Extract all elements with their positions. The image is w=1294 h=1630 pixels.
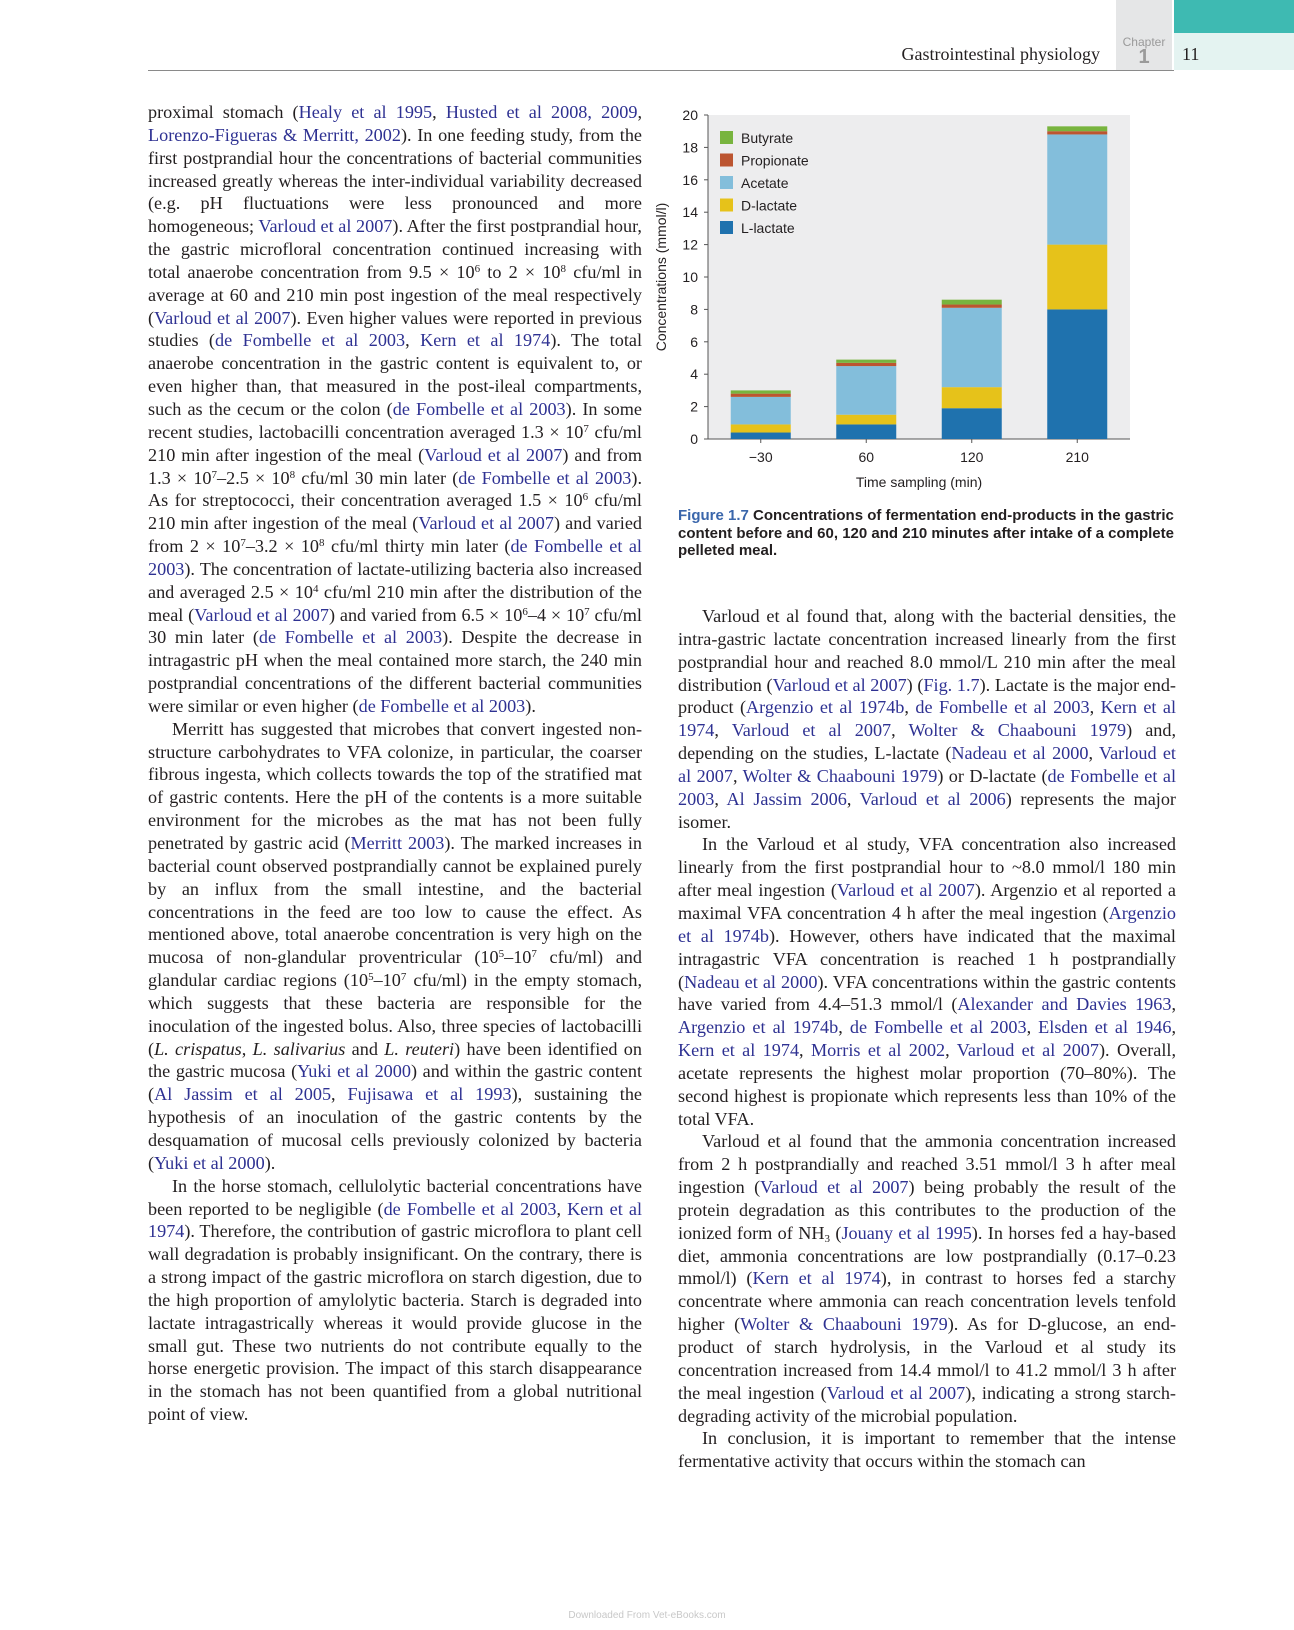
species-name: L. salivarius xyxy=(252,1038,346,1059)
paragraph xyxy=(148,1175,642,1426)
text-run: ). The marked increases in bacterial count observed postprandially cannot be explained purely by an influx from the small intestine, and the bacterial concentrations in the feed are too low to cause the effect. As mentioned above, total anaerobe concentration is very high on the mucosa of non-glandular proventricular (10 xyxy=(148,833,642,968)
superscript: 7 xyxy=(584,605,590,618)
text-run: , xyxy=(637,102,643,122)
text-run: –3.2 × 10 xyxy=(245,536,320,557)
legend-swatch xyxy=(720,199,733,212)
text-run: ) have been identified on the gastric mucosa ( xyxy=(148,1038,642,1082)
citation-link[interactable]: Kern et al 1974 xyxy=(678,1040,800,1061)
text-run: ). Overall, acetate represents the highest molar proportion (70–80%). The second highest is propionate which represents less than 10% of the total VFA. xyxy=(678,1040,1177,1129)
text-run: ). However, others have indicated that the maximal intragastric VFA concentration is reached 1 h postprandially ( xyxy=(678,925,1176,992)
citation-link[interactable]: Alexander and Davies 1963 xyxy=(957,994,1172,1015)
text-run: , xyxy=(556,1198,568,1219)
superscript: 6 xyxy=(582,491,589,504)
text-run: , xyxy=(799,1040,811,1061)
text-run: ). Therefore, the contribution of gastric microflora to plant cell wall degradation is probably insignificant. On the contrary, there is a strong impact of the gastric microflora on starch digestion, due to the high proportion of amylolytic bacteria. Starch is degraded into lactate intragastrically whereas it would provide glucose in the small gut. These two nutrients do not contribute equally to the horse energetic provision. The impact of this starch disappearance in the stomach has not been quantified from a global nutritional point of view. xyxy=(148,1221,642,1425)
figure-caption xyxy=(678,507,1176,560)
species-name: L. crispatus xyxy=(154,1038,242,1059)
citation-link[interactable]: Varloud et al 2007 xyxy=(731,720,892,741)
paragraph xyxy=(678,833,1176,1130)
citation-link[interactable]: Varloud et al 2007 xyxy=(418,513,554,534)
citation-link[interactable]: Varloud et al 2006 xyxy=(859,788,1006,809)
bar-segment-d-lactate xyxy=(942,387,1002,408)
superscript: 5 xyxy=(498,948,505,961)
bar-segment-butyrate xyxy=(942,300,1002,305)
figure-caption-text: Concentrations of fermentation end-products in the gastric content before and 60, 120 and 210 minutes after intake of a complete pelleted meal. xyxy=(678,507,1174,559)
citation-link[interactable]: de Fombelle et al 2003 xyxy=(678,765,1176,809)
text-run: ). Even higher values were reported in previous studies ( xyxy=(148,307,642,351)
superscript: 4 xyxy=(312,582,319,595)
text-run: ). In horses fed a hay-based diet, ammonia concentrations are low postprandially (0.17–0.23 mmol/l) ( xyxy=(678,1222,1177,1289)
paragraph xyxy=(678,1427,1176,1473)
text-run: ). The total anaerobe concentration in the gastric content is equivalent to, or even higher than, that measured in the post-ileal compartments, such as the cecum or the colon ( xyxy=(148,330,643,419)
citation-link[interactable]: Nadeau et al 2000 xyxy=(951,743,1089,764)
text-run: Varloud et al found that, along with the bacterial densities, the intra-gastric lactate concentration increased linearly from the first postprandial hour and reached 8.0 mmol/L 210 min after the meal distribution ( xyxy=(678,606,1176,695)
citation-link[interactable]: Fig. 1.7 xyxy=(923,674,980,695)
species-name: L. reuteri xyxy=(384,1038,455,1059)
citation-link[interactable]: Kern et al 1974 xyxy=(678,697,1177,741)
y-tick-label: 2 xyxy=(690,398,698,415)
text-run: ) and varied from 6.5 × 10 xyxy=(328,604,523,625)
text-run: cfu/ml 30 min later ( xyxy=(295,467,459,488)
text-run: , xyxy=(732,765,743,786)
text-run: , xyxy=(1026,1017,1039,1038)
bar-segment-l-lactate xyxy=(942,408,1002,439)
superscript: 7 xyxy=(583,422,589,435)
citation-link[interactable]: Fujisawa et al 1993 xyxy=(347,1084,512,1105)
y-tick-label: 14 xyxy=(682,204,698,221)
text-run: In conclusion, it is important to remember that the intense fermentative activity that occurs within the stomach can xyxy=(678,1428,1176,1472)
citation-link[interactable]: Kern et al 1974 xyxy=(752,1268,881,1289)
text-run: ). Lactate is the major end-product ( xyxy=(678,674,1176,718)
text-run: In the Varloud et al study, VFA concentration also increased linearly from the first postprandial hour to ~8.0 mmol/l 180 min after meal ingestion ( xyxy=(678,834,1176,901)
figure-1-7-chart xyxy=(0,0,1294,500)
text-run: ). xyxy=(525,695,536,716)
y-tick-label: 6 xyxy=(690,333,698,350)
citation-link[interactable]: Nadeau et al 2000 xyxy=(684,971,818,992)
text-run: ) and, depending on the studies, L-lactate ( xyxy=(678,720,1177,764)
text-run: ) or D-lactate ( xyxy=(937,765,1048,786)
citation-link[interactable]: de Fombelle et al 2003 xyxy=(258,627,443,648)
text-run: cfu/ml 210 min after the distribution of the meal ( xyxy=(148,581,642,625)
paragraph xyxy=(148,718,642,1175)
citation-link[interactable]: Yuki et al 2000 xyxy=(297,1061,411,1082)
citation-link[interactable]: Morris et al 2002 xyxy=(810,1040,946,1061)
paragraph xyxy=(678,1130,1176,1427)
subscript: 3 xyxy=(824,1232,830,1245)
text-run: , xyxy=(432,102,446,122)
text-run: cfu/ml 210 min after ingestion of the meal ( xyxy=(148,490,642,534)
citation-link[interactable]: de Fombelle et al 2003 xyxy=(849,1017,1027,1038)
bar-segment-l-lactate xyxy=(731,433,791,439)
text-run: ). In one feeding study, from the first postprandial hour the concentrations of bacterial communities increased greatly whereas the inter-individual variability decreased (e.g. pH fluctuations were less pronounced and more homogeneous; xyxy=(148,124,642,237)
y-axis-label: Concentrations (mmol/l) xyxy=(653,202,669,352)
legend-label: Acetate xyxy=(741,175,789,191)
citation-link[interactable]: Al Jassim 2006 xyxy=(726,788,847,809)
text-run: to 2 × 10 xyxy=(480,261,561,282)
y-tick-label: 8 xyxy=(690,301,698,318)
superscript: 8 xyxy=(560,262,567,275)
citation-link[interactable]: Varloud et al 2007 xyxy=(826,1382,966,1403)
citation-link[interactable]: Jouany et al 1995 xyxy=(841,1222,972,1243)
bar-segment-propionate xyxy=(836,363,896,366)
text-run: ). After the first postprandial hour, the gastric microfloral concentration continued increasing with total anaerobe concentration from 9.5 × 10 xyxy=(148,216,642,282)
superscript: 8 xyxy=(319,536,325,549)
bar-segment-acetate xyxy=(836,366,896,415)
citation-link[interactable]: Argenzio et al 1974b xyxy=(678,1017,839,1038)
citation-link[interactable]: Husted et al 2008, 2009 xyxy=(445,102,638,122)
y-tick-label: 0 xyxy=(690,431,698,447)
text-run: –2.5 × 10 xyxy=(217,467,290,488)
text-run: , xyxy=(1171,994,1176,1015)
y-tick-label: 12 xyxy=(682,236,698,253)
bar-segment-acetate xyxy=(1047,134,1107,244)
superscript: 5 xyxy=(368,971,374,984)
text-run: ). Despite the decrease in intragastric pH when the meal contained more starch, the 240 min postprandial concentrations of the different bacterial communities were similar or even higher ( xyxy=(148,627,642,716)
bar-segment-d-lactate xyxy=(731,424,791,432)
text-run: , xyxy=(405,330,421,351)
text-run: , xyxy=(904,697,916,718)
legend-swatch xyxy=(720,221,733,234)
text-run: ). Argenzio et al reported a maximal VFA concentration 4 h after the meal ingestion ( xyxy=(678,880,1176,923)
citation-link[interactable]: Varloud et al 2007 xyxy=(956,1040,1099,1061)
text-run: , xyxy=(945,1040,957,1061)
text-run: proximal stomach ( xyxy=(148,102,299,122)
superscript: 8 xyxy=(289,468,296,481)
citation-link[interactable]: Wolter & Chaabouni 1979 xyxy=(742,765,938,786)
citation-link[interactable]: Wolter & Chaabouni 1979 xyxy=(740,1314,948,1335)
text-run: ( xyxy=(830,1222,842,1243)
bar-segment-propionate xyxy=(731,394,791,397)
chapter-label: Chapter xyxy=(1122,35,1166,49)
text-run: , xyxy=(714,720,732,741)
text-run: ), indicating a strong starch-degrading activity of the microbial population. xyxy=(678,1382,1176,1426)
text-run: Merritt has suggested that microbes that convert ingested non-structure carbohydrates to VFA colonize, in particular, the coarser fibrous ingesta, which collects towards the top of the stratified mat of gastric contents. Here the pH of the contents is a more suitable environment for the microbes as the mat has not been fully penetrated by gastric acid ( xyxy=(148,718,642,853)
running-title: Gastrointestinal physiology xyxy=(901,44,1100,64)
text-run: ). VFA concentrations within the gastric contents have varied from 4.4–51.3 mmol/l ( xyxy=(678,971,1176,1015)
y-tick-label: 20 xyxy=(682,107,698,123)
citation-link[interactable]: Elsden et al 1946 xyxy=(1038,1017,1172,1038)
citation-link[interactable]: de Fombelle et al 2003 xyxy=(915,697,1090,718)
citation-link[interactable]: Varloud et al 2007 xyxy=(258,216,393,237)
bar-segment-acetate xyxy=(942,308,1002,387)
text-run: cfu/ml 30 min later ( xyxy=(148,604,642,648)
text-run: ). xyxy=(264,1152,276,1173)
citation-link[interactable]: Merritt 2003 xyxy=(350,833,445,853)
text-run: , xyxy=(714,788,727,809)
citation-link[interactable]: Lorenzo-Figueras & Merritt, 2002 xyxy=(148,124,401,145)
text-run: cfu/ml in average at 60 and 210 min post ingestion of the meal respectively ( xyxy=(148,261,643,328)
citation-link[interactable]: de Fombelle et al 2003 xyxy=(458,467,632,488)
text-run: , xyxy=(838,1017,850,1038)
citation-link[interactable]: Argenzio et al 1974b xyxy=(746,697,905,718)
legend-swatch xyxy=(720,131,733,144)
text-run: In the horse stomach, cellulolytic bacterial concentrations have been reported to be negligible ( xyxy=(148,1175,642,1219)
y-tick-label: 16 xyxy=(682,171,698,188)
bar-segment-propionate xyxy=(942,305,1002,308)
text-run: , xyxy=(1171,1017,1177,1038)
x-axis-label: Time sampling (min) xyxy=(855,474,983,490)
text-run: , xyxy=(1089,697,1101,718)
x-tick-label: 60 xyxy=(858,449,875,465)
text-run: ). The concentration of lactate-utilizing bacteria also increased and averaged 2.5 × 10 xyxy=(148,558,642,602)
text-run: –10 xyxy=(373,970,401,991)
text-run: ), in contrast to horses fed a starchy concentrate where ammonia can reach concentration levels tenfold higher ( xyxy=(678,1268,1176,1335)
page-number: 11 xyxy=(1182,44,1200,64)
text-run: , xyxy=(846,788,860,809)
bar-segment-d-lactate xyxy=(836,415,896,425)
right-column xyxy=(678,605,1176,1473)
superscript: 7 xyxy=(531,948,537,961)
bar-segment-l-lactate xyxy=(1047,309,1107,439)
citation-link[interactable]: Varloud et al 2007 xyxy=(772,674,907,695)
superscript: 6 xyxy=(522,605,528,618)
text-run: , xyxy=(1088,743,1099,764)
text-run: ) represents the major isomer. xyxy=(678,788,1176,832)
legend-swatch xyxy=(720,154,733,167)
legend-swatch xyxy=(720,176,733,189)
text-run: , xyxy=(241,1038,253,1059)
text-run: Varloud et al found that the ammonia concentration increased from 2 h postprandially and reached 3.51 mmol/l 3 h after meal ingestion ( xyxy=(678,1131,1176,1198)
citation-link[interactable]: Varloud et al 2007 xyxy=(678,743,1176,786)
text-run: cfu/ml thirty min later ( xyxy=(324,536,511,557)
bar-segment-l-lactate xyxy=(836,424,896,439)
bar-segment-acetate xyxy=(731,397,791,425)
x-tick-label: 120 xyxy=(960,449,984,465)
bar-segment-butyrate xyxy=(731,390,791,393)
y-tick-label: 10 xyxy=(682,269,698,285)
text-run: , xyxy=(331,1084,348,1105)
citation-link[interactable]: Wolter & Chaabouni 1979 xyxy=(908,720,1127,741)
superscript: 7 xyxy=(240,536,246,549)
figure-number: Figure 1.7 xyxy=(678,507,749,524)
citation-link[interactable]: Kern et al 1974 xyxy=(420,330,551,351)
citation-link[interactable]: Varloud et al 2007 xyxy=(424,444,563,465)
x-tick-label: 210 xyxy=(1065,449,1089,465)
superscript: 6 xyxy=(474,262,481,275)
legend-label: Butyrate xyxy=(741,130,794,146)
text-run: –10 xyxy=(504,947,532,968)
citation-link[interactable]: de Fombelle et al 2003 xyxy=(215,330,406,351)
superscript: 7 xyxy=(400,971,407,984)
bar-segment-butyrate xyxy=(836,360,896,363)
y-tick-label: 4 xyxy=(690,366,698,383)
citation-link[interactable]: Varloud et al 2007 xyxy=(154,307,291,328)
citation-link[interactable]: de Fombelle et al 2003 xyxy=(383,1198,557,1219)
citation-link[interactable]: Kern et al 1974 xyxy=(148,1198,642,1242)
text-run: , xyxy=(891,720,909,741)
text-run: ) and from 1.3 × 10 xyxy=(148,444,643,488)
citation-link[interactable]: Varloud et al 2007 xyxy=(760,1177,909,1198)
x-tick-label: −30 xyxy=(748,449,773,465)
text-run: and xyxy=(345,1038,385,1059)
text-run: ) being probably the result of the protein degradation as this contributes to the production of the ionized form of NH xyxy=(678,1177,1176,1243)
text-run: cfu/ml) and glandular cardiac regions (10 xyxy=(148,947,642,991)
text-run: ). In some recent studies, lactobacilli concentration averaged 1.3 × 10 xyxy=(148,398,642,442)
citation-link[interactable]: Argenzio et al 1974b xyxy=(678,902,1176,946)
citation-link[interactable]: de Fombelle et al 2003 xyxy=(392,398,566,419)
text-run: ), sustaining the hypothesis of an inoculation of the gastric contents by the desquamation of mucosal cells previously colonized by bacteria ( xyxy=(148,1084,642,1173)
legend-label: D-lactate xyxy=(741,197,798,214)
bar-segment-propionate xyxy=(1047,131,1107,134)
superscript: 7 xyxy=(211,468,218,481)
citation-link[interactable]: Healy et al 1995 xyxy=(298,102,433,122)
footer-watermark: Downloaded From Vet-eBooks.com xyxy=(568,1610,726,1621)
text-run: ) ( xyxy=(906,674,924,695)
text-run: –4 × 10 xyxy=(527,604,585,625)
legend-label: L-lactate xyxy=(741,220,795,236)
text-run: ). As for streptococci, their concentration averaged 1.5 × 10 xyxy=(148,467,643,511)
bar-segment-d-lactate xyxy=(1047,245,1107,310)
citation-link[interactable]: Al Jassim et al 2005 xyxy=(154,1084,332,1105)
citation-link[interactable]: Varloud et al 2007 xyxy=(194,604,329,625)
y-tick-label: 18 xyxy=(682,139,698,156)
citation-link[interactable]: de Fombelle et al 2003 xyxy=(358,695,526,716)
chapter-number: 1 xyxy=(1138,46,1150,68)
text-run: ) and varied from 2 × 10 xyxy=(148,513,642,557)
paragraph xyxy=(678,605,1176,833)
citation-link[interactable]: Varloud et al 2007 xyxy=(837,880,975,901)
text-run: ). As for D-glucose, an end-product of starch hydrolysis, in the Varloud et al study its concentration increased from 14.4 mmol/l to 41.2 mmol/l 3 h after the meal ingestion ( xyxy=(678,1314,1177,1403)
text-run: cfu/ml) in the empty stomach, which suggests that these bacteria are responsible for the inoculation of the ingested bolus. Also, three species of lactobacilli ( xyxy=(148,970,643,1059)
citation-link[interactable]: Yuki et al 2000 xyxy=(154,1152,265,1173)
citation-link[interactable]: de Fombelle et al 2003 xyxy=(148,536,642,579)
text-run: ) and within the gastric content ( xyxy=(148,1061,643,1105)
bar-segment-butyrate xyxy=(1047,126,1107,131)
text-run: cfu/ml 210 min after ingestion of the meal ( xyxy=(148,421,642,465)
legend-label: Propionate xyxy=(741,152,809,169)
